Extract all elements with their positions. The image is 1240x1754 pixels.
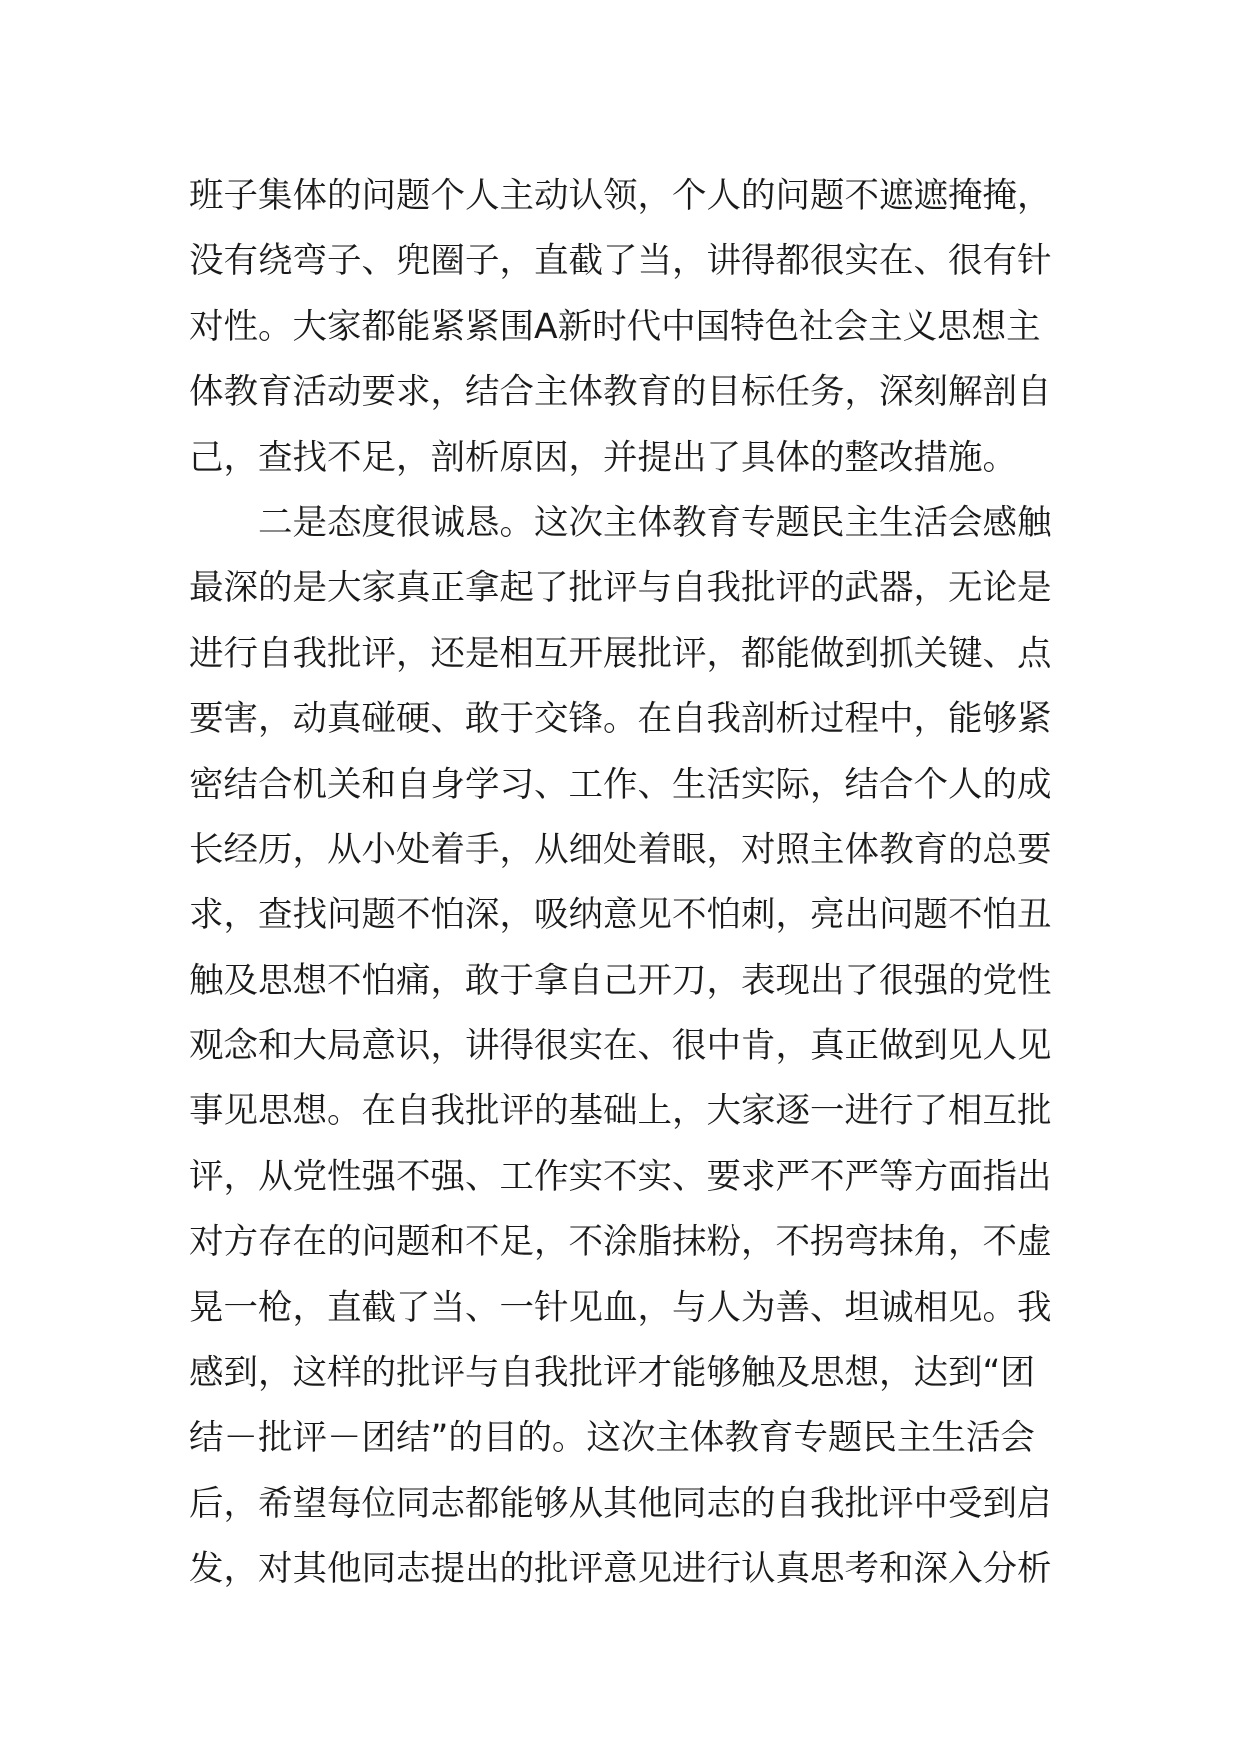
text-line: 评，从党性强不强、工作实不实、要求严不严等方面指出 <box>189 1156 1052 1197</box>
paragraph-start-line: 二是态度很诚恳。这次主体教育专题民主生活会感触 <box>189 502 1052 543</box>
text-line: 后，希望每位同志都能够从其他同志的自我批评中受到启 <box>189 1483 1052 1524</box>
text-line: 晃一枪，直截了当、一针见血，与人为善、坦诚相见。我 <box>189 1287 1052 1328</box>
text-line: 没有绕弯子、兜圈子，直截了当，讲得都很实在、很有针 <box>189 241 1052 282</box>
text-line: 最深的是大家真正拿起了批评与自我批评的武器，无论是 <box>189 568 1052 609</box>
text-line: 己，查找不足，剖析原因，并提出了具体的整改措施。 <box>189 437 1017 478</box>
text-line: 事见思想。在自我批评的基础上，大家逐一进行了相互批 <box>189 1091 1052 1132</box>
text-line: 进行自我批评，还是相互开展批评，都能做到抓关键、点 <box>189 633 1052 674</box>
text-line: 观念和大局意识，讲得很实在、很中肯，真正做到见人见 <box>189 1026 1052 1067</box>
body-text <box>189 164 1069 1603</box>
text-line: 要害，动真碰硬、敢于交锋。在自我剖析过程中，能够紧 <box>189 699 1052 740</box>
text-line: 结－批评－团结”的目的。这次主体教育专题民主生活会 <box>189 1418 1035 1459</box>
text-line: 班子集体的问题个人主动认领，个人的问题不遮遮掩掩， <box>189 176 1052 216</box>
text-line: 体教育活动要求，结合主体教育的目标任务，深刻解剖自 <box>189 372 1052 413</box>
text-line: 对方存在的问题和不足，不涂脂抹粉，不拐弯抹角，不虚 <box>189 1222 1052 1263</box>
text-line: 感到，这样的批评与自我批评才能够触及思想，达到“团 <box>189 1353 1035 1394</box>
text-line: 发，对其他同志提出的批评意见进行认真思考和深入分析 <box>189 1549 1052 1590</box>
text-line: 长经历，从小处着手，从细处着眼，对照主体教育的总要 <box>189 829 1052 870</box>
text-line: 触及思想不怕痛，敢于拿自己开刀，表现出了很强的党性 <box>189 960 1052 1001</box>
text-line: 求，查找问题不怕深，吸纳意见不怕刺，亮出问题不怕丑 <box>189 895 1052 936</box>
text-line: 对性。大家都能紧紧围A新时代中国特色社会主义思想主 <box>189 306 1041 347</box>
text-line: 密结合机关和自身学习、工作、生活实际，结合个人的成 <box>189 764 1052 805</box>
